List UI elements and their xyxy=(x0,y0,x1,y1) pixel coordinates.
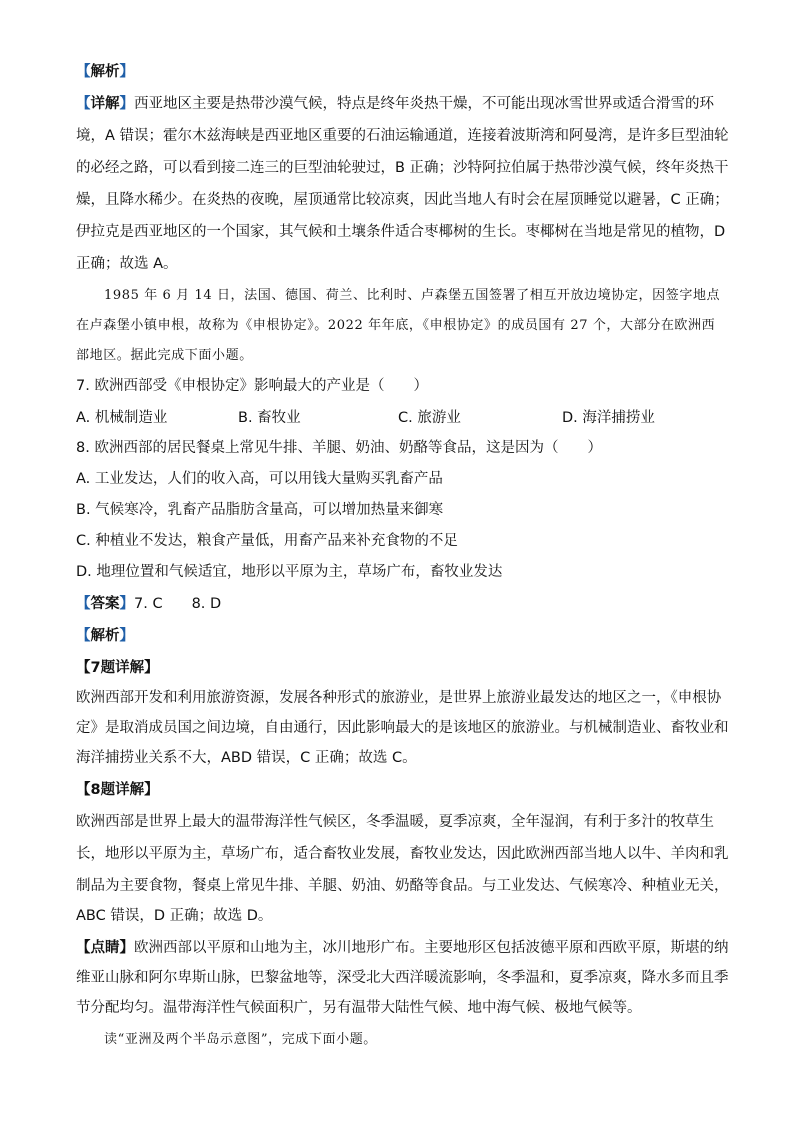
detail-para-line-2: 境，A 错误；霍尔木兹海峡是西亚地区重要的石油运输通道，连接着波斯湾和阿曼湾，是许多巨型油轮 xyxy=(76,128,729,144)
comment-line-1: 【点睛】欧洲西部以平原和山地为主，冰川地形广布。主要地形区包括波德平原和西欧平原，斯堪的纳 xyxy=(76,940,729,956)
detail-para-line-4: 燥，且降水稀少。在炎热的夜晚，屋顶通常比较凉爽，因此当地人有时会在屋顶睡觉以避暑，C 正确； xyxy=(76,192,729,208)
q7-detail-heading: 【7题详解】 xyxy=(76,660,159,676)
q7-detail-line-2: 定》是取消成员国之间边境，自由通行，因此影响最大的是该地区的旅游业。与机械制造业、畜牧业和 xyxy=(76,720,729,736)
question-7-option-d: D. 海洋捕捞业 xyxy=(562,410,655,426)
passage-line-1: 1985 年 6 月 14 日，法国、德国、荷兰、比利时、卢森堡五国签署了相互开放边境协定，因签字地点 xyxy=(104,288,721,303)
next-instruction: 读“亚洲及两个半岛示意图”，完成下面小题。 xyxy=(104,1032,377,1047)
detail-para-line-5: 伊拉克是西亚地区的一个国家，其气候和土壤条件适合枣椰树的生长。枣椰树在当地是常见的植物，D xyxy=(76,224,726,240)
question-8-option-d: D. 地理位置和气候适宜，地形以平原为主，草场广布，畜牧业发达 xyxy=(76,564,503,580)
question-8-stem: 8. 欧洲西部的居民餐桌上常见牛排、羊腿、奶油、奶酪等食品，这是因为（ ） xyxy=(76,440,602,456)
q7-detail-line-1: 欧洲西部开发和利用旅游资源，发展各种形式的旅游业，是世界上旅游业最发达的地区之一，《申根协 xyxy=(76,690,722,706)
q8-detail-line-1: 欧洲西部是世界上最大的温带海洋性气候区，冬季温暖，夏季凉爽，全年湿润，有利于多汁的牧草生 xyxy=(76,814,714,830)
analysis-heading-2: 【解析】 xyxy=(76,628,134,644)
q8-detail-heading: 【8题详解】 xyxy=(76,782,159,798)
question-8-option-a: A. 工业发达，人们的收入高，可以用钱大量购买乳畜产品 xyxy=(76,471,443,487)
analysis-heading-1: 【解析】 xyxy=(76,64,134,80)
passage-line-2: 在卢森堡小镇申根，故称为《申根协定》。2022 年年底，《申根协定》的成员国有 27 个，大部分在欧洲西 xyxy=(76,318,716,333)
detail-para-line-3: 的必经之路，可以看到接二连三的巨型油轮驶过，B 正确；沙特阿拉伯属于热带沙漠气候，终年炎热干 xyxy=(76,160,729,176)
question-8-option-c: C. 种植业不发达，粮食产量低，用畜产品来补充食物的不足 xyxy=(76,533,458,549)
answer-line: 【答案】7. C 8. D xyxy=(76,596,222,612)
detail-para-line-6: 正确；故选 A。 xyxy=(76,256,178,272)
question-8-option-b: B. 气候寒冷，乳畜产品脂肪含量高，可以增加热量来御寒 xyxy=(76,502,444,518)
question-7-stem: 7. 欧洲西部受《申根协定》影响最大的产业是（ ） xyxy=(76,378,428,394)
comment-line-3: 节分配均匀。温带海洋性气候面积广，另有温带大陆性气候、地中海气候、极地气候等。 xyxy=(76,1000,642,1016)
q8-detail-line-4: ABC 错误，D 正确；故选 D。 xyxy=(76,908,273,924)
q7-detail-line-3: 海洋捕捞业关系不大，ABD 错误，C 正确；故选 C。 xyxy=(76,750,417,766)
detail-para-line-1: 【详解】西亚地区主要是热带沙漠气候，特点是终年炎热干燥，不可能出现冰雪世界或适合滑雪的环 xyxy=(76,96,714,112)
question-7-option-a: A. 机械制造业 xyxy=(76,410,168,426)
q8-detail-line-2: 长，地形以平原为主，草场广布，适合畜牧业发展，畜牧业发达，因此欧洲西部当地人以牛、羊肉和乳 xyxy=(76,846,729,862)
comment-line-2: 维亚山脉和阿尔卑斯山脉，巴黎盆地等，深受北大西洋暖流影响，冬季温和，夏季凉爽，降水多而且季 xyxy=(76,970,729,986)
question-7-option-c: C. 旅游业 xyxy=(398,410,461,426)
question-7-option-b: B. 畜牧业 xyxy=(238,410,301,426)
q8-detail-line-3: 制品为主要食物，餐桌上常见牛排、羊腿、奶油、奶酪等食品。与工业发达、气候寒冷、种植业无关， xyxy=(76,878,729,894)
passage-line-3: 部地区。据此完成下面小题。 xyxy=(76,348,253,363)
